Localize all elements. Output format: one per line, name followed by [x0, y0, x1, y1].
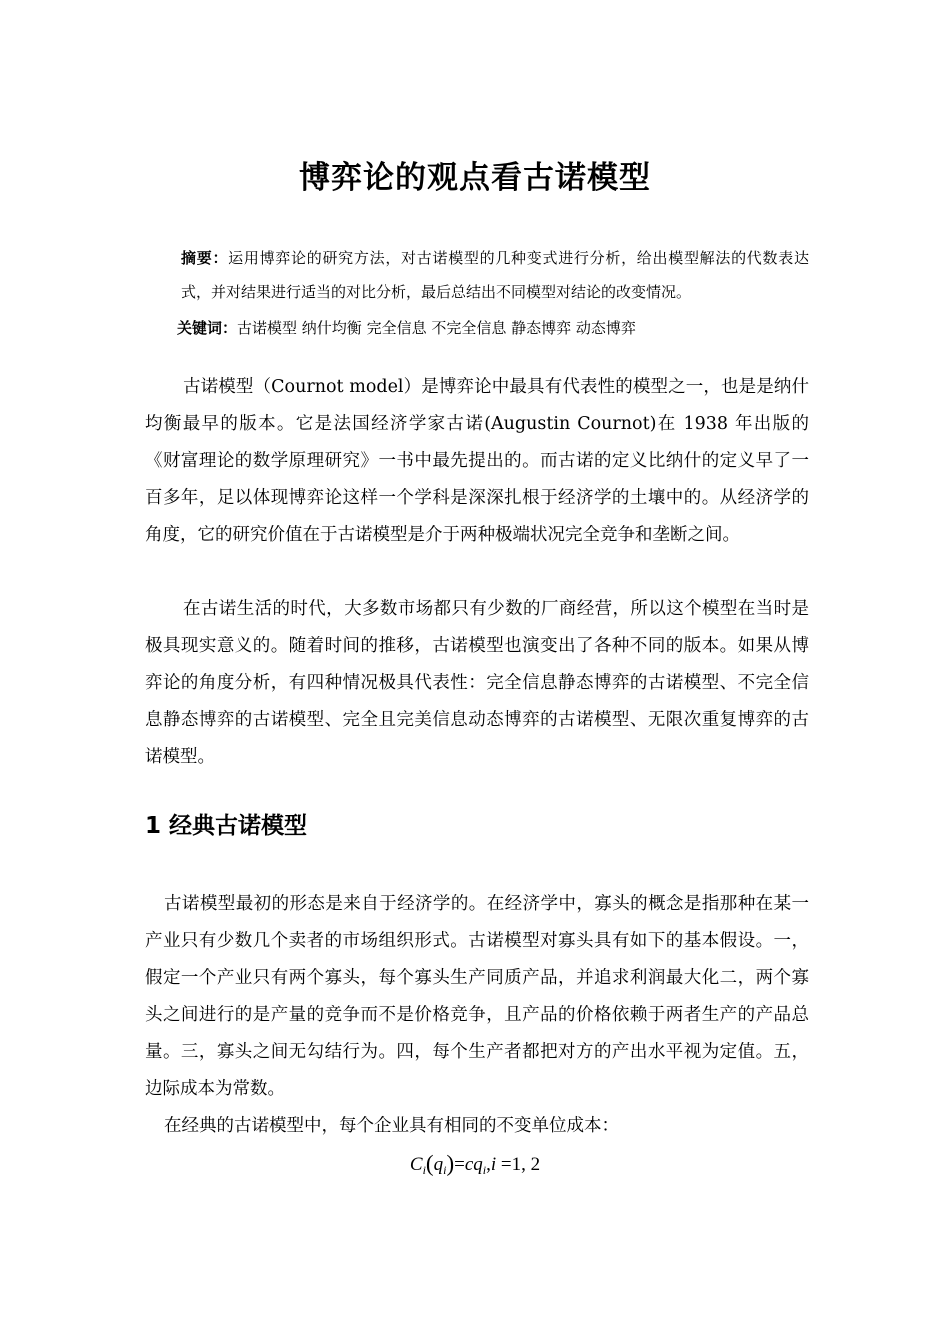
formula-subscript-i-3: i	[482, 1163, 487, 1177]
section-paragraph-1: 古诺模型最初的形态是来自于经济学的。在经济学中，寡头的概念是指那种在某一产业只有少数几个卖者的市场组织形式。古诺模型对寡头具有如下的基本假设。一，假定一个产业只有两个寡头，每个寡头生产同质产品，并追求利润最大化二，两个寡头之间进行的是产量的竞争而不是价格竞争，且产品的价格依赖于两者生产的产品总量。三，寡头之间无勾结行为。四，每个生产者都把对方的产出水平视为定值。五，边际成本为常数。	[145, 894, 809, 1099]
formula-quantity-symbol-2: q	[473, 1154, 483, 1175]
formula-open-paren: (	[425, 1151, 434, 1176]
abstract-block	[145, 241, 809, 309]
intro-paragraph-2: 在古诺生活的时代，大多数市场都只有少数的厂商经营，所以这个模型在当时是极具现实意义的。随着时间的推移，古诺模型也演变出了各种不同的版本。如果从博弈论的角度分析，有四种情况极具代表性：完全信息静态博弈的古诺模型、不完全信息静态博弈的古诺模型、完全且完美信息动态博弈的古诺模型、无限次重复博弈的古诺模型。	[145, 599, 809, 767]
intro-paragraph-1: 古诺模型（Cournot model）是博弈论中最具有代表性的模型之一，也是是纳什均衡最早的版本。它是法国经济学家古诺(Augustin Cournot)在 1938 年出版的《财富理论的数学原理研究》一书中最先提出的。而古诺的定义比纳什的定义早了一百多年，足以体现博弈论这样一个学科是深深扎根于经济学的土壤中的。从经济学的角度，它的研究价值在于古诺模型是介于两种极端状况完全竞争和垄断之间。	[145, 377, 809, 545]
abstract-label: 摘要	[181, 249, 213, 267]
cost-formula	[0, 1144, 950, 1190]
formula-close-paren: )	[446, 1151, 455, 1176]
formula-equals-2: =	[496, 1154, 512, 1175]
formula-comma: ,	[486, 1154, 491, 1175]
abstract-text: 运用博弈论的研究方法，对古诺模型的几种变式进行分析，给出模型解法的代数表达式，并对结果进行适当的对比分析，最后总结出不同模型对结论的改变情况。	[181, 249, 809, 301]
formula-equals: =	[454, 1154, 465, 1175]
formula-cost-symbol: C	[409, 1154, 423, 1175]
formula-index-symbol: i	[490, 1154, 497, 1175]
keywords-line	[177, 311, 636, 345]
formula-subscript-i-2: i	[443, 1163, 447, 1177]
formula-index-values: 1, 2	[511, 1154, 541, 1175]
section-heading: 1 经典古诺模型	[145, 813, 308, 839]
section-paragraph-2: 在经典的古诺模型中，每个企业具有相同的不变单位成本：	[164, 1116, 619, 1136]
keywords-label: 关键词	[177, 319, 223, 337]
keywords-text: 古诺模型 纳什均衡 完全信息 不完全信息 静态博弈 动态博弈	[237, 319, 636, 337]
formula-unit-cost-symbol: c	[464, 1154, 474, 1175]
document-title: 博弈论的观点看古诺模型	[299, 160, 651, 196]
keywords-label-separator: ：	[222, 319, 238, 337]
abstract-label-separator: ：	[212, 249, 229, 267]
formula-subscript-i: i	[422, 1163, 426, 1177]
abstract-paragraph	[145, 241, 809, 309]
formula-quantity-symbol: q	[433, 1154, 444, 1175]
